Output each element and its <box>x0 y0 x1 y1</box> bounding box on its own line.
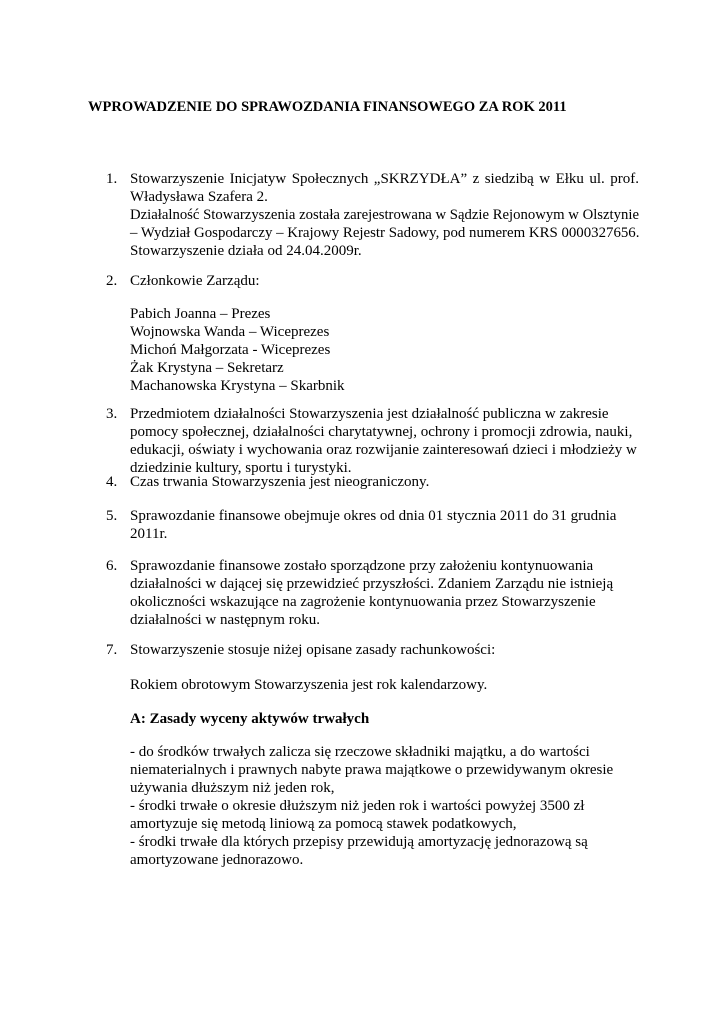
text-line: Sprawozdanie finansowe obejmuje okres od dnia 01 stycznia 2011 do 31 grudnia <box>130 508 617 524</box>
rule-line: amortyzuje się metodą liniową za pomocą stawek podatkowych, <box>130 816 517 832</box>
text-line: działalności w dającej się przewidzieć przyszłości. Zdaniem Zarządu nie istnieją <box>130 576 614 592</box>
text-line: okoliczności wskazujące na zagrożenie kontynuowania przez Stowarzyszenie <box>130 594 596 610</box>
rule-line: - do środków trwałych zalicza się rzeczowe składniki majątku, a do wartości <box>130 744 590 760</box>
board-member: Michoń Małgorzata - Wiceprezes <box>130 342 331 358</box>
board-member: Pabich Joanna – Prezes <box>130 306 271 322</box>
item-number: 3. <box>106 406 118 422</box>
fiscal-year-text: Rokiem obrotowym Stowarzyszenia jest rok kalendarzowy. <box>130 677 488 693</box>
item-5-text <box>130 507 639 543</box>
item-number: 6. <box>106 558 118 574</box>
item-4-text <box>130 473 639 491</box>
text-line: 2011r. <box>130 526 168 542</box>
text-line: Sprawozdanie finansowe zostało sporządzone przy założeniu kontynuowania <box>130 558 594 574</box>
valuation-rules <box>130 743 639 869</box>
text-line: – Wydział Gospodarczy – Krajowy Rejestr Sadowy, pod numerem KRS 0000327656. <box>130 225 640 241</box>
text-line: dziedzinie kultury, sportu i turystyki. <box>130 460 352 476</box>
rule-line: niematerialnych i prawnych nabyte prawa majątkowe o przewidywanym okresie <box>130 762 614 778</box>
text-line: Stowarzyszenie działa od 24.04.2009r. <box>130 243 362 259</box>
item-6-text <box>130 557 639 629</box>
board-members-list <box>130 305 639 395</box>
item-number: 4. <box>106 474 118 490</box>
board-member: Wojnowska Wanda – Wiceprezes <box>130 324 330 340</box>
text-line: Władysława Szafera 2. <box>130 189 268 205</box>
text-line: pomocy społecznej, działalności charytatywnej, ochrony i promocji zdrowia, nauki, <box>130 424 633 440</box>
rule-line: - środki trwałe o okresie dłuższym niż jeden rok i wartości powyżej 3500 zł <box>130 798 585 814</box>
item-2-heading: Członkowie Zarządu: <box>130 273 260 289</box>
document-title: WPROWADZENIE DO SPRAWOZDANIA FINANSOWEGO ZA ROK 2011 <box>88 99 567 115</box>
board-member: Żak Krystyna – Sekretarz <box>130 360 284 376</box>
item-7-text <box>130 641 639 659</box>
item-1-text <box>130 170 639 260</box>
board-member: Machanowska Krystyna – Skarbnik <box>130 378 345 394</box>
text-line: Przedmiotem działalności Stowarzyszenia jest działalność publiczna w zakresie <box>130 406 609 422</box>
rule-line: amortyzowane jednorazowo. <box>130 852 304 868</box>
text-line: Działalność Stowarzyszenia została zarejestrowana w Sądzie Rejonowym w Olsztynie <box>130 207 639 223</box>
text-line: edukacji, oświaty i wychowania oraz rozwijanie zainteresowań dzieci i młodzieży w <box>130 442 637 458</box>
rule-line: - środki trwałe dla których przepisy przewidują amortyzację jednorazową są <box>130 834 588 850</box>
item-number: 2. <box>106 273 118 289</box>
item-number: 1. <box>106 171 118 187</box>
item-number: 7. <box>106 642 118 658</box>
text-line: Stowarzyszenie stosuje niżej opisane zasady rachunkowości: <box>130 642 496 658</box>
item-number: 5. <box>106 508 118 524</box>
rule-line: używania dłuższym niż jeden rok, <box>130 780 335 796</box>
text-line: Stowarzyszenie Inicjatyw Społecznych „SKRZYDŁA” z siedzibą w Ełku ul. prof. <box>130 171 639 187</box>
section-a-heading: A: Zasady wyceny aktywów trwałych <box>130 711 370 727</box>
text-line: Czas trwania Stowarzyszenia jest nieograniczony. <box>130 474 430 490</box>
item-3-text <box>130 405 639 477</box>
text-line: działalności w następnym roku. <box>130 612 320 628</box>
